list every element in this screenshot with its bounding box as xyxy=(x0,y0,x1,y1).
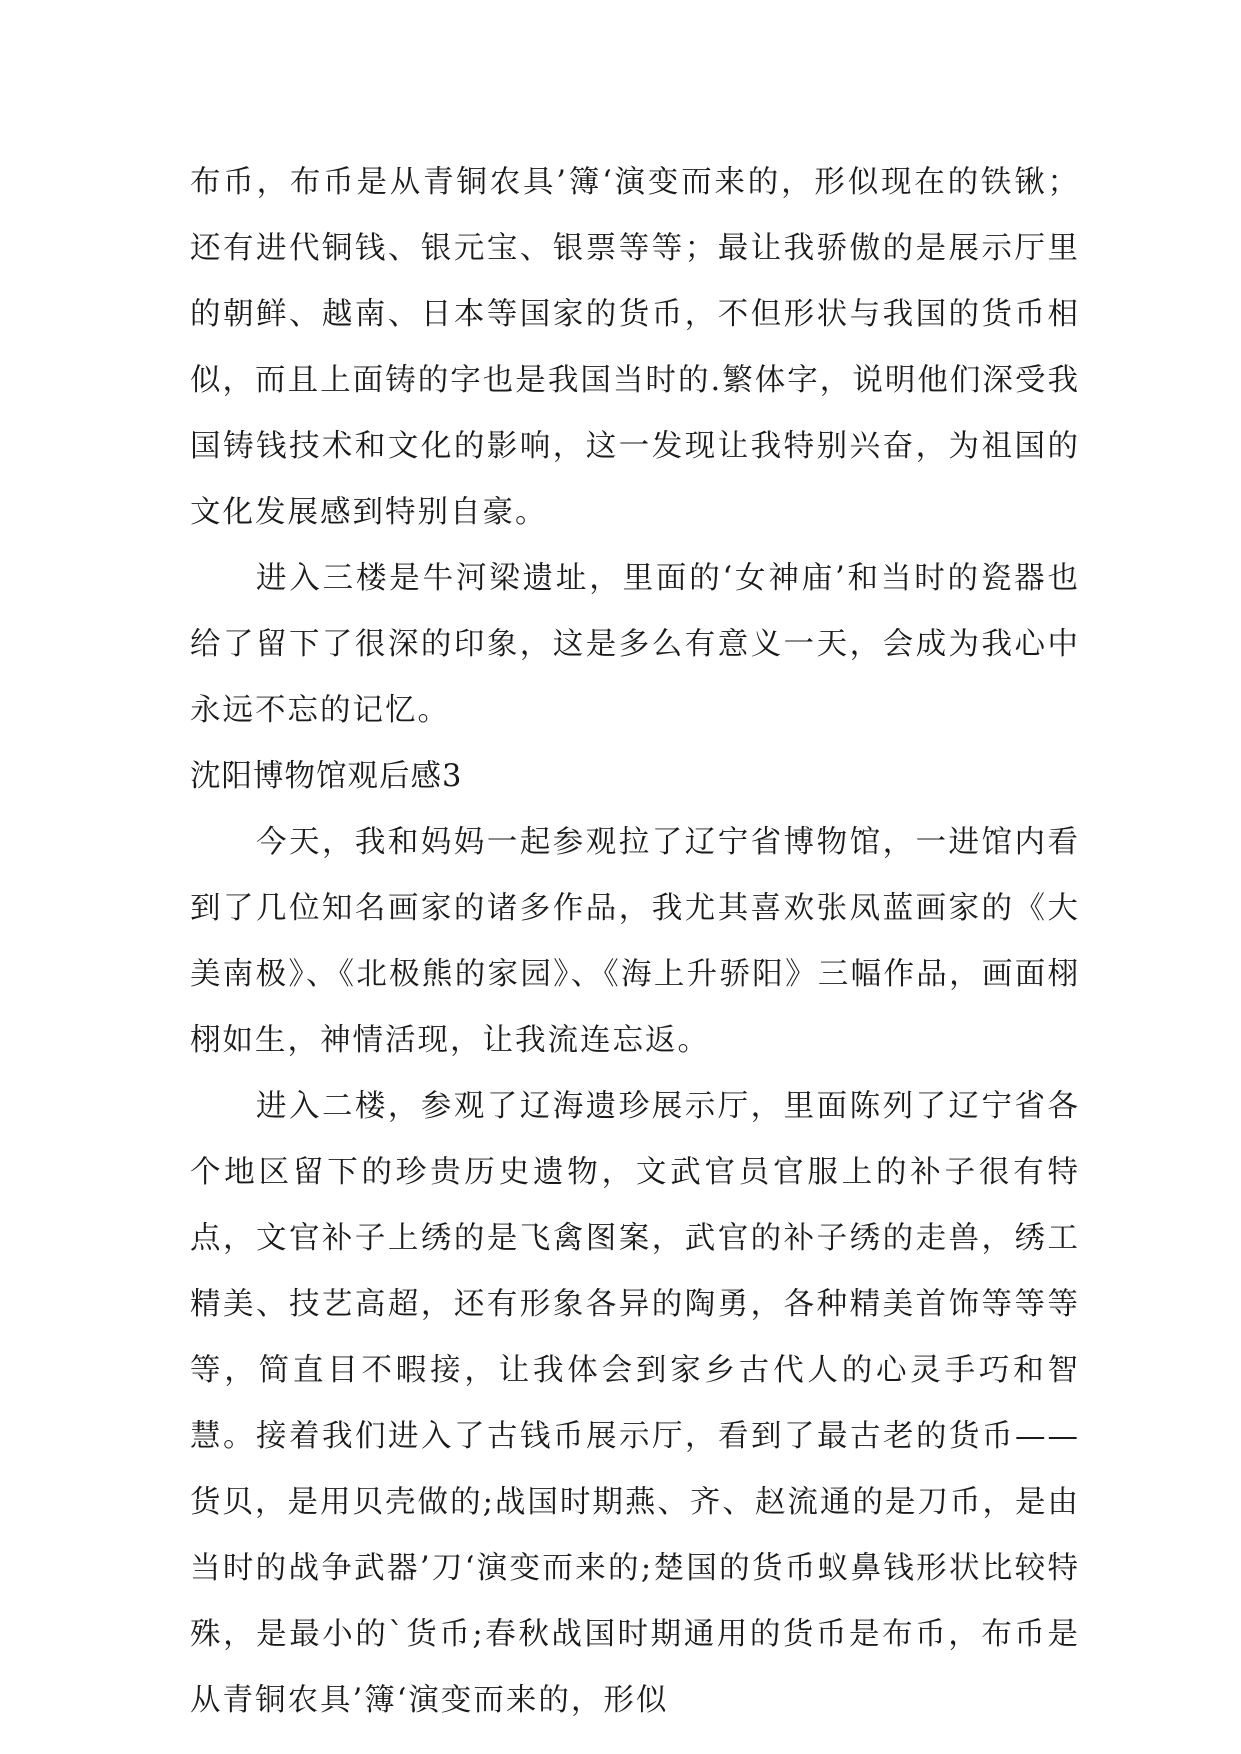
paragraph-paintings: 今天，我和妈妈一起参观拉了辽宁省博物馆，一进馆内看到了几位知名画家的诸多作品，我尤其喜欢张凤蓝画家的《大美南极》、《北极熊的家园》、《海上升骄阳》三幅作品，画面栩栩如生，神情活现，让我流连忘返。 xyxy=(190,825,1080,1058)
section-heading: 沈阳博物馆观后感3 xyxy=(190,759,463,794)
paragraph-third-floor: 进入三楼是牛河梁遗址，里面的‘女神庙’和当时的瓷器也给了留下了很深的印象，这是多么有意义一天，会成为我心中永远不忘的记忆。 xyxy=(190,561,1080,728)
paragraph-currency-continued: 布币，布币是从青铜农具’簿‘演变而来的，形似现在的铁锹；还有进代铜钱、银元宝、银票等等；最让我骄傲的是展示厅里的朝鲜、越南、日本等国家的货币，不但形状与我国的货币相似，而且上面铸的字也是我国当时的.繁体字，说明他们深受我国铸钱技术和文化的影响，这一发现让我特别兴奋，为祖国的文化发展感到特别自豪。 xyxy=(190,165,1080,530)
document-body xyxy=(190,150,1080,1734)
paragraph-second-floor: 进入二楼，参观了辽海遗珍展示厅，里面陈列了辽宁省各个地区留下的珍贵历史遗物，文武官员官服上的补子很有特点，文官补子上绣的是飞禽图案，武官的补子绣的走兽，绣工精美、技艺高超，还有形象各异的陶勇，各种精美首饰等等等等，简直目不暇接，让我体会到家乡古代人的心灵手巧和智慧。接着我们进入了古钱币展示厅，看到了最古老的货币——货贝，是用贝壳做的;战国时期燕、齐、赵流通的是刀币，是由当时的战争武器’刀‘演变而来的;楚国的货币蚁鼻钱形状比较特殊，是最小的`货币;春秋战国时期通用的货币是布币，布币是从青铜农具’簿‘演变而来的，形似 xyxy=(190,1089,1080,1718)
